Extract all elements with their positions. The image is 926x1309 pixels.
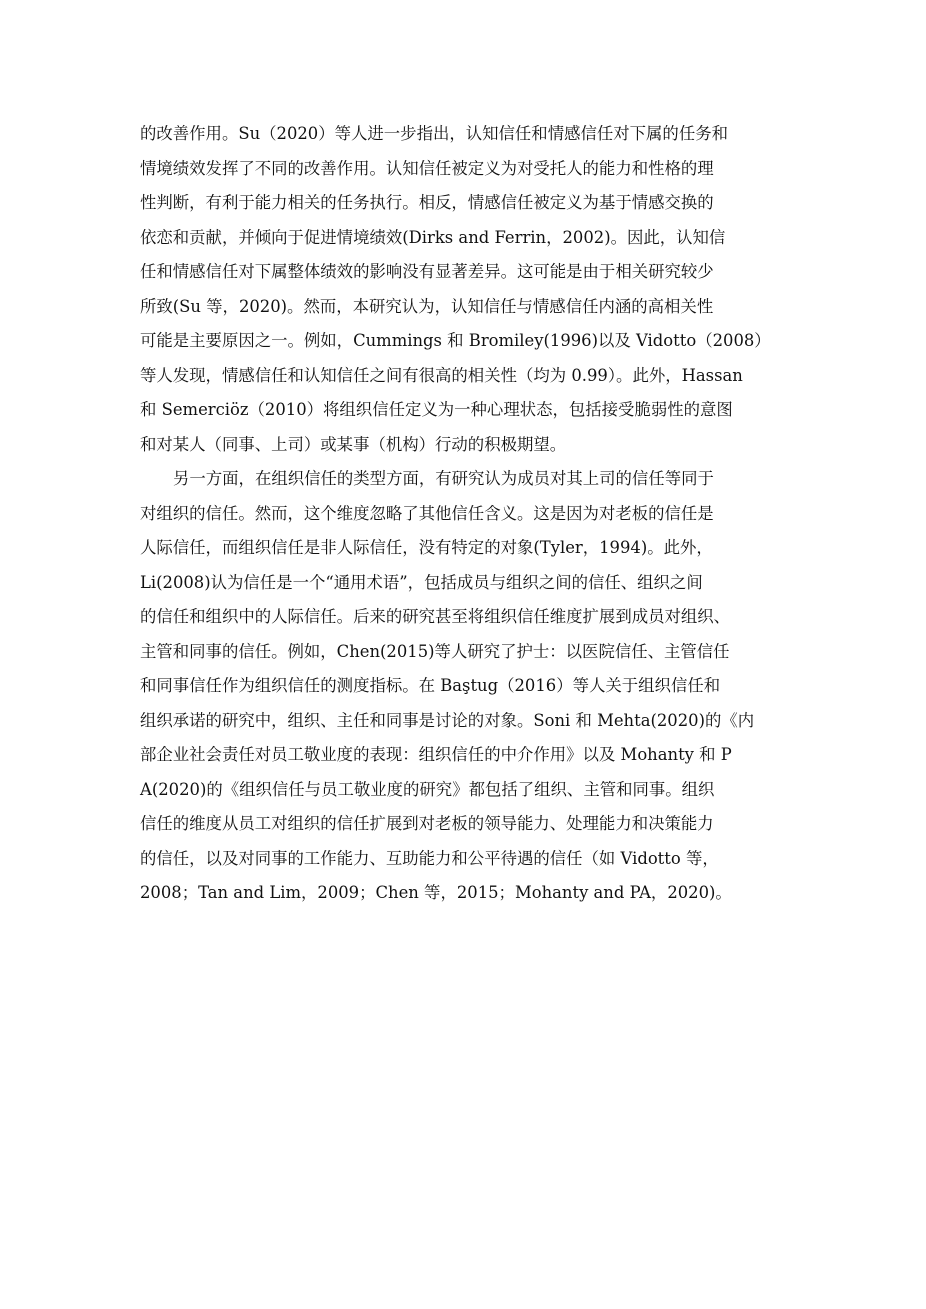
text-line: 对组织的信任。然而，这个维度忽略了其他信任含义。这是因为对老板的信任是 <box>140 503 714 523</box>
text-line: A(2020)的《组织信任与员工敬业度的研究》都包括了组织、主管和同事。组织 <box>140 779 715 799</box>
text-line: 的信任和组织中的人际信任。后来的研究甚至将组织信任维度扩展到成员对组织、 <box>140 607 731 626</box>
text-line: 所致(Su 等，2020)。然而，本研究认为，认知信任与情感信任内涵的高相关性 <box>140 296 714 316</box>
text-line: 情境绩效发挥了不同的改善作用。认知信任被定义为对受托人的能力和性格的理 <box>140 158 714 178</box>
text-line: 和同事信任作为组织信任的测度指标。在 Baştug（2016）等人关于组织信任和 <box>140 676 721 695</box>
text-line: 依恋和贡献，并倾向于促进情境绩效(Dirks and Ferrin，2002)。因此，认知信 <box>140 227 726 247</box>
text-line: 主管和同事的信任。例如，Chen(2015)等人研究了护士：以医院信任、主管信任 <box>140 641 730 661</box>
text-line: 的信任，以及对同事的工作能力、互助能力和公平待遇的信任（如 Vidotto 等， <box>140 848 719 868</box>
text-line: Li(2008)认为信任是一个“通用术语”，包括成员与组织之间的信任、组织之间 <box>140 572 703 592</box>
text-line: 组织承诺的研究中，组织、主任和同事是讨论的对象。Soni 和 Mehta(2020)的《内 <box>140 710 755 730</box>
text-line: 性判断，有利于能力相关的任务执行。相反，情感信任被定义为基于情感交换的 <box>140 193 714 212</box>
text-line: 可能是主要原因之一。例如，Cummings 和 Bromiley(1996)以及 Vidotto（2008） <box>140 331 771 350</box>
text-line: 等人发现，情感信任和认知信任之间有很高的相关性（均为 0.99）。此外，Hassan <box>140 365 743 385</box>
text-line: 任和情感信任对下属整体绩效的影响没有显著差异。这可能是由于相关研究较少 <box>140 262 714 281</box>
text-line: 和 Semerciöz（2010）将组织信任定义为一种心理状态，包括接受脆弱性的意图 <box>140 400 733 419</box>
text-line: 和对某人（同事、上司）或某事（机构）行动的积极期望。 <box>140 434 567 454</box>
paragraph-2 <box>140 462 788 911</box>
text-line: 2008；Tan and Lim，2009；Chen 等，2015；Mohanty and PA，2020)。 <box>140 883 732 902</box>
text-line: 另一方面，在组织信任的类型方面，有研究认为成员对其上司的信任等同于 <box>173 469 714 488</box>
text-line: 信任的维度从员工对组织的信任扩展到对老板的领导能力、处理能力和决策能力 <box>140 814 714 833</box>
text-line: 人际信任，而组织信任是非人际信任，没有特定的对象(Tyler，1994)。此外， <box>140 538 713 557</box>
paragraph-1 <box>140 117 788 462</box>
text-line: 的改善作用。Su（2020）等人进一步指出，认知信任和情感信任对下属的任务和 <box>140 124 728 143</box>
text-line: 部企业社会责任对员工敬业度的表现：组织信任的中介作用》以及 Mohanty 和 P <box>140 745 732 764</box>
body-text <box>140 117 788 911</box>
